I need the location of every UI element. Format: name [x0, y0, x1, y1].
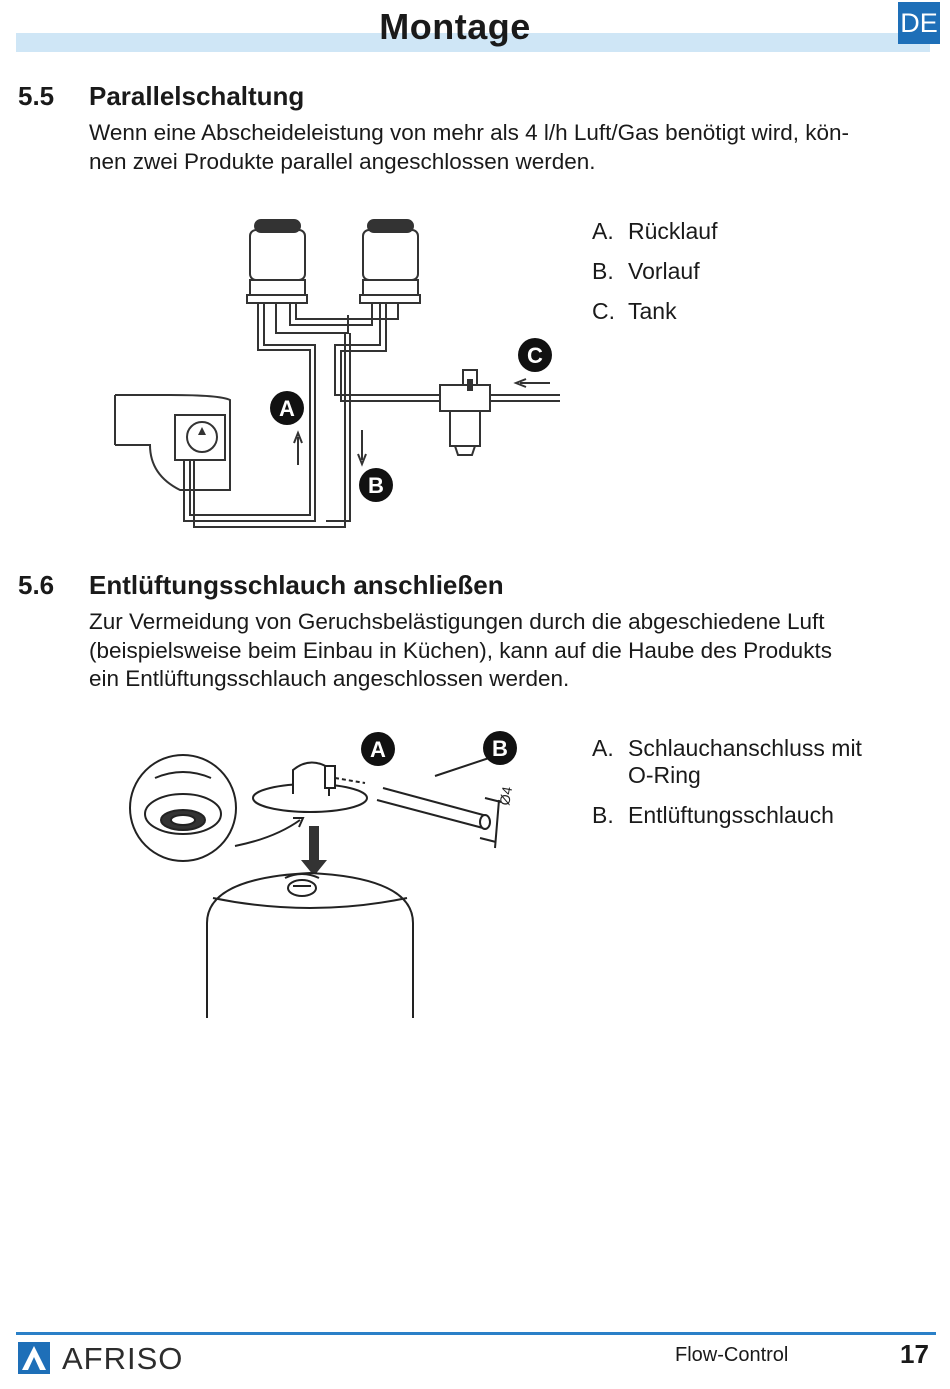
- legend-letter: A.: [592, 735, 614, 761]
- legend-label: Vorlauf: [628, 258, 700, 284]
- text-line: Zur Vermeidung von Geruchsbelästigungen durch die abgeschiedene Luft: [89, 609, 825, 634]
- page-title: Montage: [379, 6, 531, 47]
- legend-5-6: [592, 735, 922, 842]
- legend-letter: B.: [592, 802, 614, 828]
- footer-line: [16, 1332, 936, 1335]
- legend-item: [592, 802, 922, 829]
- parallel-connection-diagram: [110, 205, 570, 530]
- section-5-5-number: 5.5: [18, 81, 55, 111]
- legend-item: [592, 298, 922, 325]
- text-line: Wenn eine Abscheideleistung von mehr als 4 l/h Luft/Gas benötigt wird, kön-: [89, 120, 850, 145]
- footer-brand: AFRISO: [62, 1341, 184, 1376]
- legend-5-5: [592, 218, 922, 338]
- legend-letter: B.: [592, 258, 614, 284]
- section-5-6-number: 5.6: [18, 570, 55, 600]
- dimension-label: Ø4: [496, 785, 516, 807]
- legend-label: Schlauchanschluss mit: [628, 735, 862, 761]
- afriso-logo-icon: [18, 1342, 50, 1374]
- legend-letter: C.: [592, 298, 615, 324]
- legend-label: Entlüftungsschlauch: [628, 802, 834, 828]
- figure-label-a-text: A: [370, 737, 386, 762]
- figure-label-a-text: A: [279, 396, 295, 421]
- figure-label-b-text: B: [492, 736, 508, 761]
- section-5-5-text: [89, 119, 925, 176]
- section-5-6-text: [89, 608, 925, 694]
- legend-letter: A.: [592, 218, 614, 244]
- legend-label: O-Ring: [628, 762, 701, 788]
- text-line: nen zwei Produkte parallel angeschlossen werden.: [89, 148, 596, 174]
- text-line: ein Entlüftungsschlauch angeschlossen werden.: [89, 666, 570, 691]
- section-5-6-title: Entlüftungsschlauch anschließen: [89, 570, 504, 600]
- legend-label: Rücklauf: [628, 218, 718, 244]
- legend-label: Tank: [628, 298, 677, 324]
- language-badge: DE: [898, 2, 940, 44]
- legend-item: [592, 258, 922, 285]
- vent-hose-diagram: [125, 728, 535, 1028]
- footer-product: Flow-Control: [675, 1344, 789, 1366]
- figure-label-b-text: B: [368, 473, 384, 498]
- section-5-5-title: Parallelschaltung: [89, 81, 305, 111]
- text-line: (beispielsweise beim Einbau in Küchen), kann auf die Haube des Produkts: [89, 637, 832, 663]
- page-number: 17: [900, 1339, 929, 1369]
- legend-item: [592, 218, 922, 245]
- legend-item: [592, 735, 922, 789]
- figure-label-c-text: C: [527, 343, 543, 368]
